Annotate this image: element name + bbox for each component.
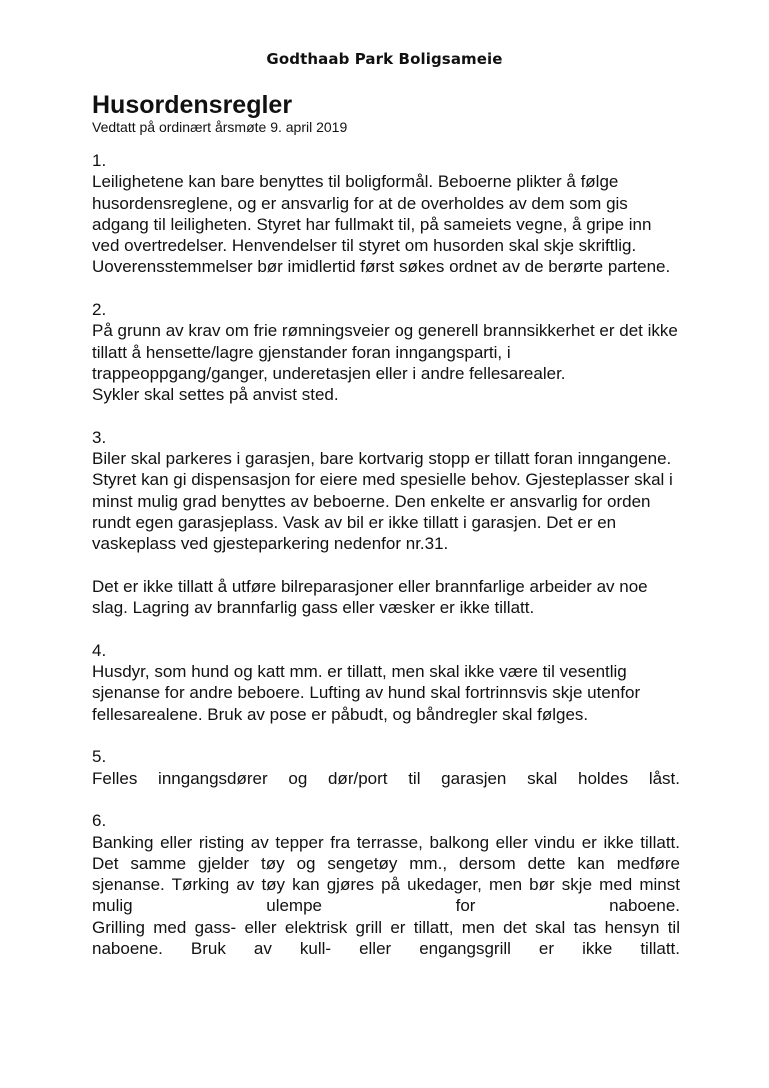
section-number: 2. bbox=[92, 300, 107, 320]
section-5 bbox=[92, 746, 680, 789]
document-title: Husordensregler bbox=[92, 91, 293, 119]
section-3-extra bbox=[92, 576, 680, 619]
section-paragraph: På grunn av krav om frie rømningsveier og generell brannsikkerhet er det ikke tillatt å hensette/lagre gjenstander foran inngangsparti, i trappeoppgang/ganger, underetasjen eller i andre fellesarealer. bbox=[92, 321, 678, 383]
section-paragraph: Det er ikke tillatt å utføre bilreparasjoner eller brannfarlige arbeider av noe slag. Lagring av brannfarlig gass eller væsker er ikke tillatt. bbox=[92, 576, 648, 618]
section-number: 3. bbox=[92, 427, 107, 447]
section-number: 1. bbox=[92, 151, 107, 170]
section-paragraph: Husdyr, som hund og katt mm. er tillatt, men skal ikke være til vesentlig sjenanse for andre beboere. Lufting av hund skal fortrinnsvis skje utenfor fellesarealene. Bruk av pose er påbudt, og båndregler skal følges. bbox=[92, 662, 641, 724]
section-paragraph: Felles inngangsdører og dør/port til garasjen skal holdes låst. bbox=[92, 768, 680, 788]
section-paragraph: Banking eller risting av tepper fra terrasse, balkong eller vindu er ikke tillatt. Det samme gjelder tøy og sengetøy mm., dersom dette kan medføre sjenanse. Tørking av tøy kan gjøres på ukedager, men bør skje med minst mulig ulempe for naboene. bbox=[92, 832, 680, 916]
document-subtitle: Vedtatt på ordinært årsmøte 9. april 2019 bbox=[92, 119, 348, 135]
section-1 bbox=[92, 150, 680, 278]
section-paragraph: Grilling med gass- eller elektrisk grill er tillatt, men det skal tas hensyn til naboene. Bruk av kull- eller engangsgrill er ikke tillatt. bbox=[92, 917, 680, 958]
section-paragraph: Biler skal parkeres i garasjen, bare kortvarig stopp er tillatt foran inngangene. Styret kan gi dispensasjon for eiere med spesielle behov. Gjesteplasser skal i minst mulig grad benyttes av beboerne. Den enkelte er ansvarlig for orden rundt egen garasjeplass. Vask av bil er ikke tillatt i garasjen. Det er en vaskeplass ved gjesteparkering nedenfor nr.31. bbox=[92, 449, 673, 554]
section-number: 4. bbox=[92, 640, 107, 660]
main-content bbox=[92, 90, 680, 981]
organization-header: Godthaab Park Boligsameie bbox=[266, 50, 503, 68]
section-6 bbox=[92, 810, 680, 959]
sections-list bbox=[92, 150, 680, 959]
section-number: 6. bbox=[92, 811, 107, 831]
section-paragraph: Leilighetene kan bare benyttes til boligformål. Beboerne plikter å følge husordensreglene, og er ansvarlig for at de overholdes av dem som gis adgang til leiligheten. Styret har fullmakt til, på sameiets vegne, å gripe inn ved overtredelser. Henvendelser til styret om husorden skal skje skriftlig. Uoverensstemmelser bør imidlertid først søkes ordnet av de berørte partene. bbox=[92, 172, 671, 277]
section-4 bbox=[92, 640, 680, 725]
section-2 bbox=[92, 299, 680, 405]
section-3 bbox=[92, 427, 680, 555]
section-number: 5. bbox=[92, 747, 107, 767]
section-paragraph: Sykler skal settes på anvist sted. bbox=[92, 385, 339, 405]
